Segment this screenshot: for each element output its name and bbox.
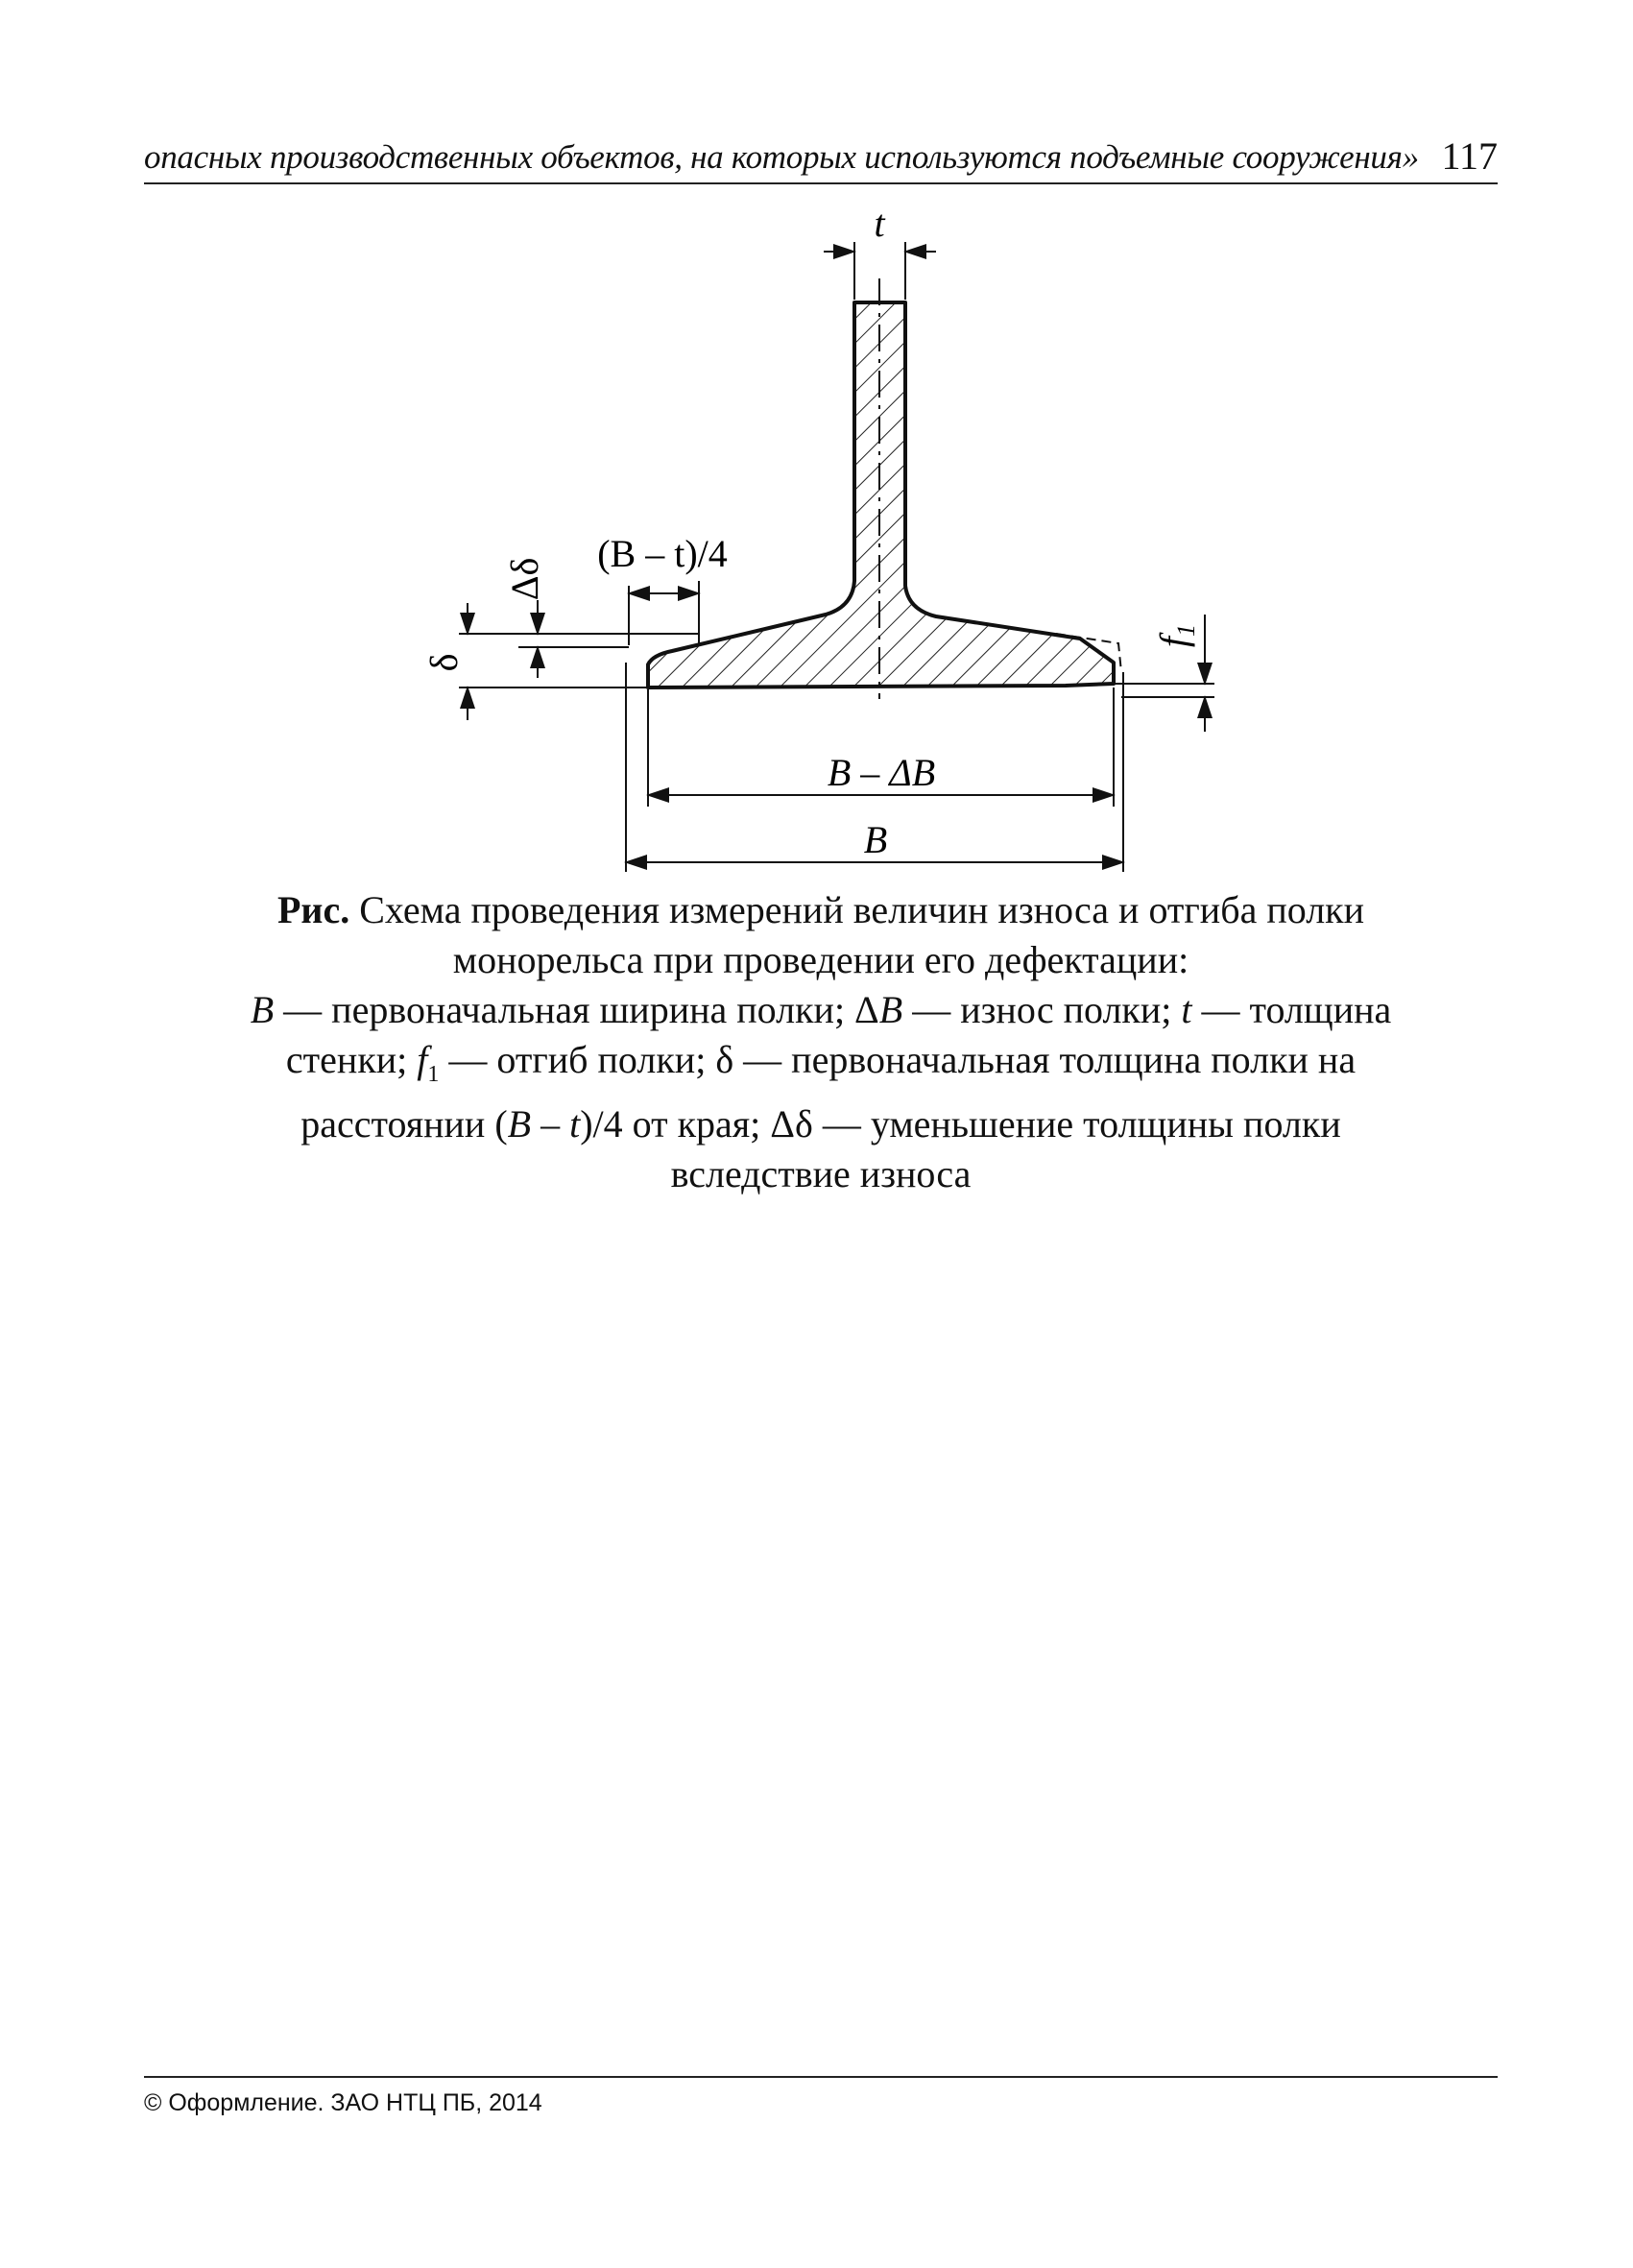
footer-copyright: © Оформление. ЗАО НТЦ ПБ, 2014 [144,2089,542,2116]
figure-caption [144,885,1498,1199]
label-delta-delta: Δδ [503,557,546,601]
caption-line2: монорельса при проведении его дефектации: [452,938,1189,981]
label-t: t [874,202,885,245]
label-b-minus-db: B – ΔB [827,751,936,794]
label-delta: δ [422,653,466,672]
caption-line5: расстоянии (B – t)/4 от края; Δδ — уменьшение толщины полки [300,1102,1341,1146]
caption-line6: вследствие износа [670,1152,972,1195]
caption-line4: стенки; $f_1$ — отгиб полки; δ — первоначальная толщина полки на [285,1038,1357,1087]
label-quarter: (B – t)/4 [597,532,728,575]
caption-line3: B — первоначальная ширина полки; ΔB — износ полки; t — толщина [250,988,1392,1031]
rail-section [648,302,1114,688]
monorail-flange-diagram [0,0,1633,893]
label-b: B [863,818,888,861]
label-f1: $f_1$ [1152,623,1200,648]
footer-rule [144,2076,1498,2078]
caption-prefix: Рис. [276,888,350,931]
page-number: 117 [1441,134,1498,178]
caption-line1: Схема проведения измерений величин износа и отгиба полки [349,888,1364,931]
running-title: опасных производственных объектов, на которых используются подъемные сооружения» [144,138,1419,176]
